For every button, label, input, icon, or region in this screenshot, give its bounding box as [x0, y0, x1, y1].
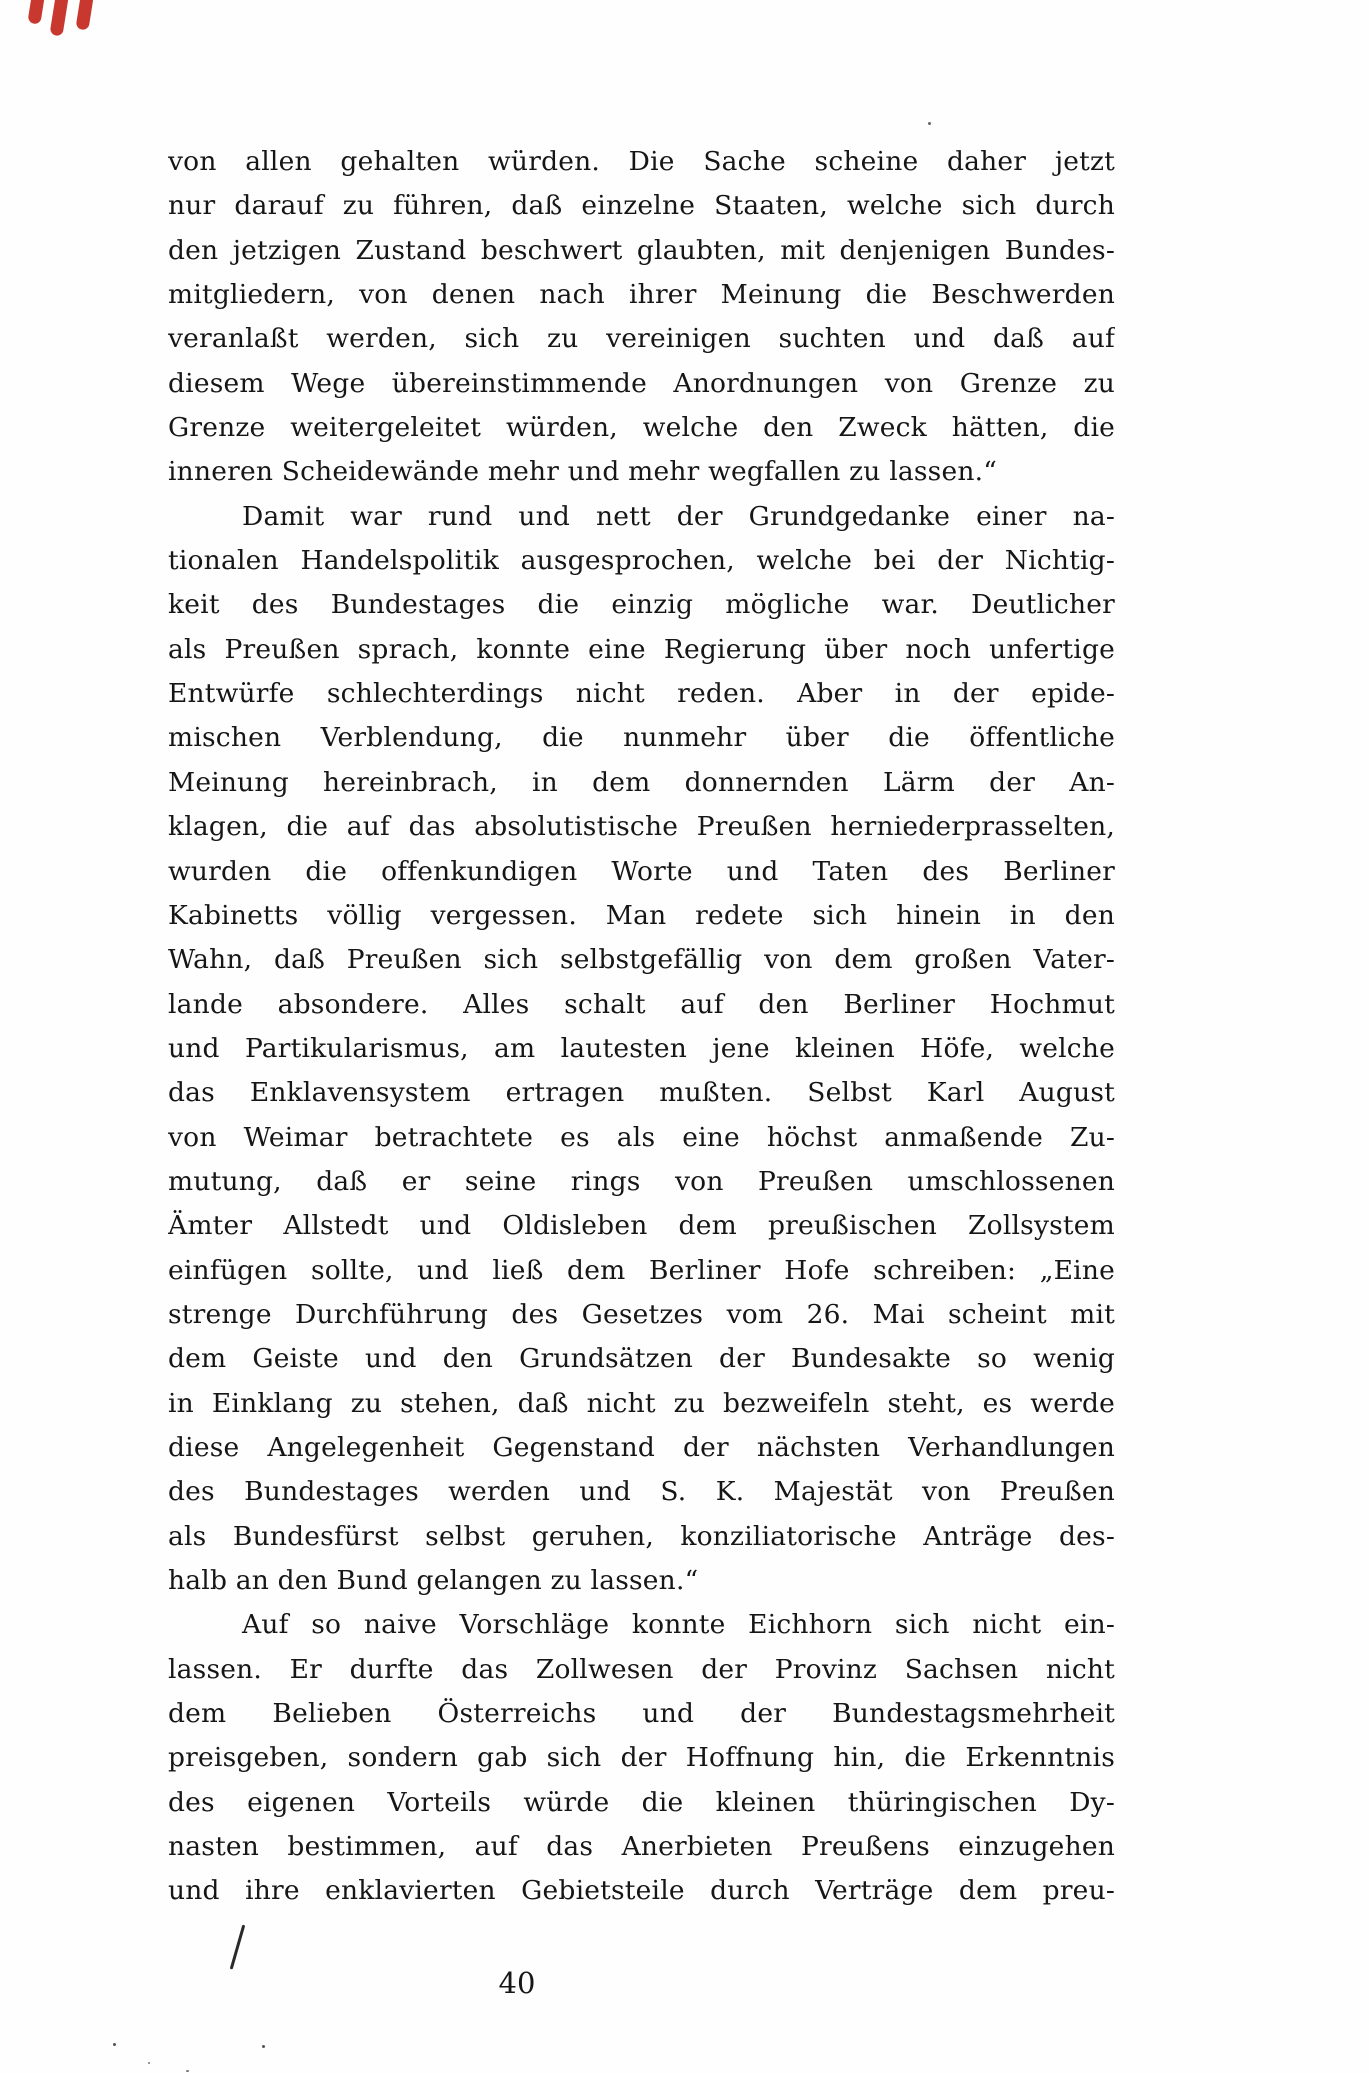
- text-line: Damit war rund und nett der Grundgedanke einer na-: [242, 500, 1115, 532]
- text-line: Ämter Allstedt und Oldisleben dem preußischen Zollsystem: [168, 1210, 1115, 1242]
- text-line: lassen. Er durfte das Zollwesen der Provinz Sachsen nicht: [168, 1653, 1115, 1685]
- red-crayon-stroke: [50, 0, 69, 36]
- text-line: als Preußen sprach, konnte eine Regierung über noch unfertige: [168, 633, 1115, 665]
- text-line: halb an den Bund gelangen zu lassen.“: [168, 1565, 699, 1596]
- text-line: von allen gehalten würden. Die Sache scheine daher jetzt: [168, 146, 1115, 177]
- text-line: klagen, die auf das absolutistische Preußen herniederprasselten,: [168, 811, 1115, 843]
- red-crayon-stroke: [75, 0, 93, 31]
- text-line: des eigenen Vorteils würde die kleinen thüringischen Dy-: [168, 1786, 1115, 1818]
- scan-speck: [186, 2070, 189, 2072]
- text-line: in Einklang zu stehen, daß nicht zu bezweifeln steht, es werde: [168, 1387, 1115, 1419]
- text-line: veranlaßt werden, sich zu vereinigen suchten und daß auf: [168, 323, 1115, 355]
- text-line: nur darauf zu führen, daß einzelne Staaten, welche sich durch: [168, 190, 1115, 222]
- scan-speck: [113, 2043, 116, 2046]
- page-number: 40: [498, 1966, 536, 2000]
- text-line: des Bundestages werden und S. K. Majestät von Preußen: [168, 1476, 1115, 1508]
- text-line: diese Angelegenheit Gegenstand der nächsten Verhandlungen: [168, 1431, 1115, 1463]
- text-line: tionalen Handelspolitik ausgesprochen, welche bei der Nichtig-: [168, 545, 1115, 577]
- scan-speck: [148, 2062, 150, 2064]
- text-line: mitgliedern, von denen nach ihrer Meinung die Beschwerden: [168, 279, 1115, 311]
- scan-speck: [262, 2045, 265, 2048]
- text-line: dem Geiste und den Grundsätzen der Bundesakte so wenig: [168, 1343, 1115, 1375]
- text-line: preisgeben, sondern gab sich der Hoffnung hin, die Erkenntnis: [168, 1742, 1115, 1774]
- text-line: wurden die offenkundigen Worte und Taten des Berliner: [168, 855, 1115, 887]
- text-line: Meinung hereinbrach, in dem donnernden Lärm der An-: [168, 766, 1115, 798]
- text-line: Grenze weitergeleitet würden, welche den Zweck hätten, die: [168, 412, 1115, 444]
- text-line: als Bundesfürst selbst geruhen, konziliatorische Anträge des-: [168, 1520, 1115, 1552]
- red-crayon-stroke: [27, 0, 45, 25]
- text-line: und Partikularismus, am lautesten jene kleinen Höfe, welche: [168, 1032, 1115, 1064]
- text-line: lande absondere. Alles schalt auf den Berliner Hochmut: [168, 988, 1115, 1020]
- text-line: Entwürfe schlechterdings nicht reden. Aber in der epide-: [168, 678, 1115, 710]
- text-line: inneren Scheidewände mehr und mehr wegfallen zu lassen.“: [168, 456, 997, 488]
- page-text: [168, 140, 1115, 1914]
- text-line: den jetzigen Zustand beschwert glaubten, mit denjenigen Bundes-: [168, 234, 1115, 266]
- text-line: einfügen sollte, und ließ dem Berliner Hofe schreiben: „Eine: [168, 1254, 1115, 1286]
- text-line: Kabinetts völlig vergessen. Man redete sich hinein in den: [168, 899, 1115, 931]
- text-line: strenge Durchführung des Gesetzes vom 26. Mai scheint mit: [168, 1298, 1115, 1330]
- text-line: Auf so naive Vorschläge konnte Eichhorn sich nicht ein-: [242, 1609, 1115, 1641]
- text-line: das Enklavensystem ertragen mußten. Selbst Karl August: [168, 1077, 1115, 1109]
- text-line: mutung, daß er seine rings von Preußen umschlossenen: [168, 1165, 1115, 1197]
- text-line: dem Belieben Österreichs und der Bundestagsmehrheit: [168, 1698, 1115, 1730]
- text-line: nasten bestimmen, auf das Anerbieten Preußens einzugehen: [168, 1831, 1115, 1863]
- text-line: diesem Wege übereinstimmende Anordnungen von Grenze zu: [168, 367, 1115, 399]
- text-line: mischen Verblendung, die nunmehr über die öffentliche: [168, 722, 1115, 754]
- red-crayon-marks: [28, 0, 118, 42]
- text-line: und ihre enklavierten Gebietsteile durch Verträge dem preu-: [168, 1875, 1115, 1907]
- scan-speck: [928, 122, 931, 125]
- text-line: keit des Bundestages die einzig mögliche war. Deutlicher: [168, 589, 1115, 621]
- text-line: von Weimar betrachtete es als eine höchst anmaßende Zu-: [168, 1121, 1115, 1153]
- text-line: Wahn, daß Preußen sich selbstgefällig von dem großen Vater-: [168, 944, 1115, 976]
- handwritten-slash-mark: [230, 1925, 245, 1970]
